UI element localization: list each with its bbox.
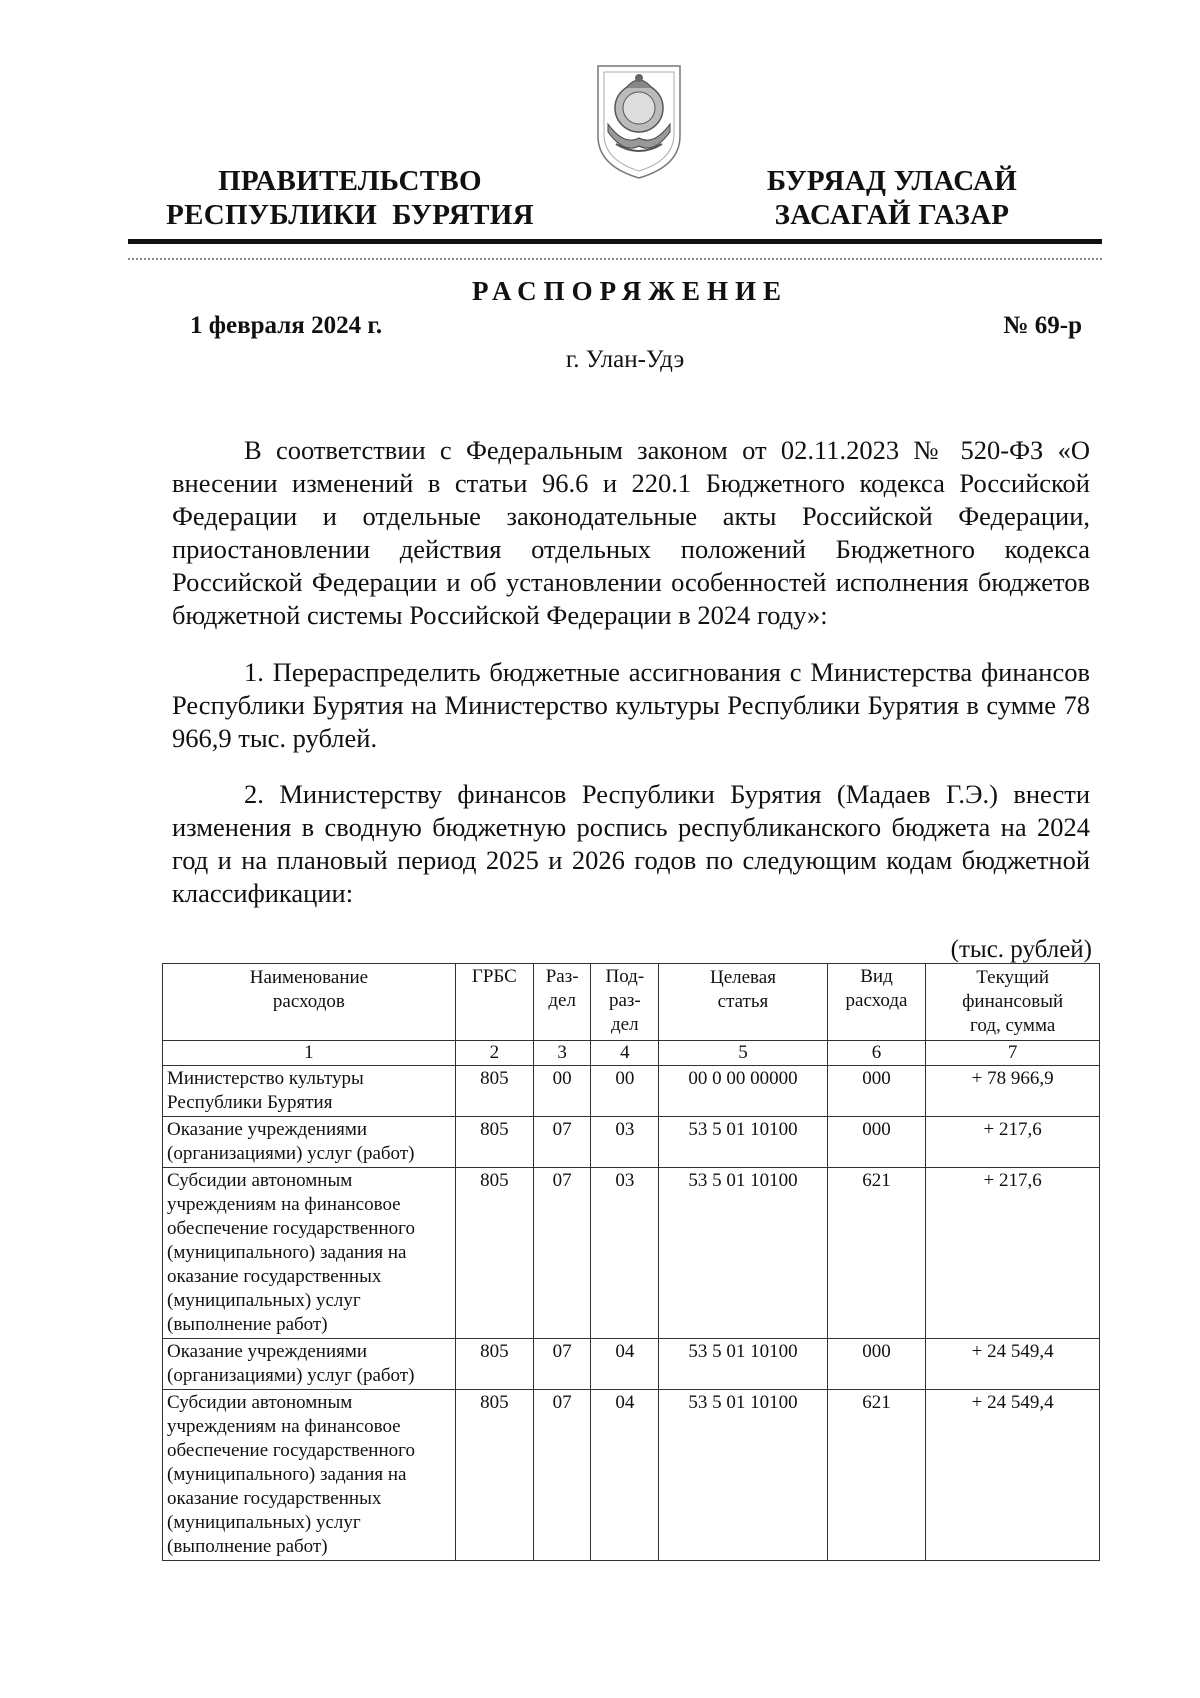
index-cell: 1 [163, 1041, 456, 1066]
cell-razdel: 07 [533, 1117, 591, 1168]
table-row [163, 1066, 1100, 1117]
cell-name: Оказание учреждениями (организациями) услуг (работ) [163, 1117, 456, 1168]
index-cell: 6 [827, 1041, 926, 1066]
index-cell: 7 [926, 1041, 1100, 1066]
cell-grbs: 805 [455, 1117, 533, 1168]
cell-summa: + 78 966,9 [926, 1066, 1100, 1117]
cell-statya: 00 0 00 00000 [659, 1066, 827, 1117]
cell-statya: 53 5 01 10100 [659, 1168, 827, 1339]
cell-grbs: 805 [455, 1390, 533, 1561]
index-cell: 5 [659, 1041, 827, 1066]
cell-grbs: 805 [455, 1168, 533, 1339]
coat-of-arms-icon [594, 58, 684, 180]
cell-summa: + 217,6 [926, 1117, 1100, 1168]
table-index-row [163, 1041, 1100, 1066]
cell-razdel: 07 [533, 1339, 591, 1390]
cell-vid: 621 [827, 1168, 926, 1339]
cell-grbs: 805 [455, 1066, 533, 1117]
header-grbs: ГРБС [455, 964, 533, 1041]
cell-podrazdel: 03 [591, 1117, 659, 1168]
cell-summa: + 217,6 [926, 1168, 1100, 1339]
header-name: Наименование расходов [163, 964, 456, 1041]
cell-vid: 000 [827, 1339, 926, 1390]
cell-statya: 53 5 01 10100 [659, 1117, 827, 1168]
table-row [163, 1390, 1100, 1561]
header-dotted-divider [128, 258, 1102, 260]
paragraph-item-2: 2. Министерству финансов Республики Бурятия (Мадаев Г.Э.) внести изменения в сводную бюджетную роспись республиканского бюджета на 2024 год и на плановый период 2025 и 2026 годов по следующим кодам бюджетной классификации: [172, 779, 1090, 908]
header-divider [128, 239, 1102, 244]
cell-razdel: 00 [533, 1066, 591, 1117]
org-name-buryat-line2: ЗАСАГАЙ ГАЗАР [774, 199, 1010, 231]
table-units: (тыс. рублей) [950, 936, 1092, 963]
paragraph-preamble: В соответствии с Федеральным законом от 02.11.2023 № 520-ФЗ «О внесении изменений в статьи 96.6 и 220.1 Бюджетного кодекса Российской Федерации и отдельные законодательные акты Российской Федерации, приостановлении действия отдельных положений Бюджетного кодекса Российской Федерации и об установлении особенностей исполнения бюджетов бюджетной системы Российской Федерации в 2024 году»: [172, 435, 1090, 630]
cell-razdel: 07 [533, 1168, 591, 1339]
org-name-buryat [712, 164, 1072, 232]
cell-statya: 53 5 01 10100 [659, 1339, 827, 1390]
budget-table [162, 963, 1100, 1561]
cell-vid: 000 [827, 1066, 926, 1117]
cell-summa: + 24 549,4 [926, 1390, 1100, 1561]
table-row [163, 1339, 1100, 1390]
cell-podrazdel: 04 [591, 1339, 659, 1390]
document-date: 1 февраля 2024 г. [190, 312, 383, 339]
table-header-row [163, 964, 1100, 1041]
cell-name: Субсидии автономным учреждениям на финансовое обеспечение государственного (муниципального) задания на оказание государственных (муниципальных) услуг (выполнение работ) [163, 1168, 456, 1339]
org-name-russian [150, 164, 550, 232]
cell-name: Министерство культуры Республики Бурятия [163, 1066, 456, 1117]
cell-podrazdel: 03 [591, 1168, 659, 1339]
org-name-russian-line2: РЕСПУБЛИКИ БУРЯТИЯ [166, 199, 534, 231]
cell-podrazdel: 00 [591, 1066, 659, 1117]
org-name-buryat-line1: БУРЯАД УЛАСАЙ [766, 165, 1018, 197]
header-summa: Текущий финансовый год, сумма [926, 964, 1100, 1041]
cell-razdel: 07 [533, 1390, 591, 1561]
org-name-russian-line1: ПРАВИТЕЛЬСТВО [218, 165, 482, 197]
cell-name: Субсидии автономным учреждениям на финансовое обеспечение государственного (муниципального) задания на оказание государственных (муниципальных) услуг (выполнение работ) [163, 1390, 456, 1561]
cell-grbs: 805 [455, 1339, 533, 1390]
header-statya: Целевая статья [659, 964, 827, 1041]
paragraph-item-1: 1. Перераспределить бюджетные ассигнования с Министерства финансов Республики Бурятия на Министерство культуры Республики Бурятия в сумме 78 966,9 тыс. рублей. [172, 657, 1090, 753]
header-podrazdel: Под-раз-дел [591, 964, 659, 1041]
header-razdel: Раз-дел [533, 964, 591, 1041]
index-cell: 3 [533, 1041, 591, 1066]
document-title: РАСПОРЯЖЕНИЕ [471, 276, 789, 306]
table-row [163, 1168, 1100, 1339]
document-city: г. Улан-Удэ [565, 346, 685, 373]
cell-podrazdel: 04 [591, 1390, 659, 1561]
cell-summa: + 24 549,4 [926, 1339, 1100, 1390]
index-cell: 2 [455, 1041, 533, 1066]
index-cell: 4 [591, 1041, 659, 1066]
cell-vid: 000 [827, 1117, 926, 1168]
cell-vid: 621 [827, 1390, 926, 1561]
document-number: № 69-р [1003, 312, 1082, 339]
cell-name: Оказание учреждениями (организациями) услуг (работ) [163, 1339, 456, 1390]
table-row [163, 1117, 1100, 1168]
cell-statya: 53 5 01 10100 [659, 1390, 827, 1561]
header-vid: Вид расхода [827, 964, 926, 1041]
